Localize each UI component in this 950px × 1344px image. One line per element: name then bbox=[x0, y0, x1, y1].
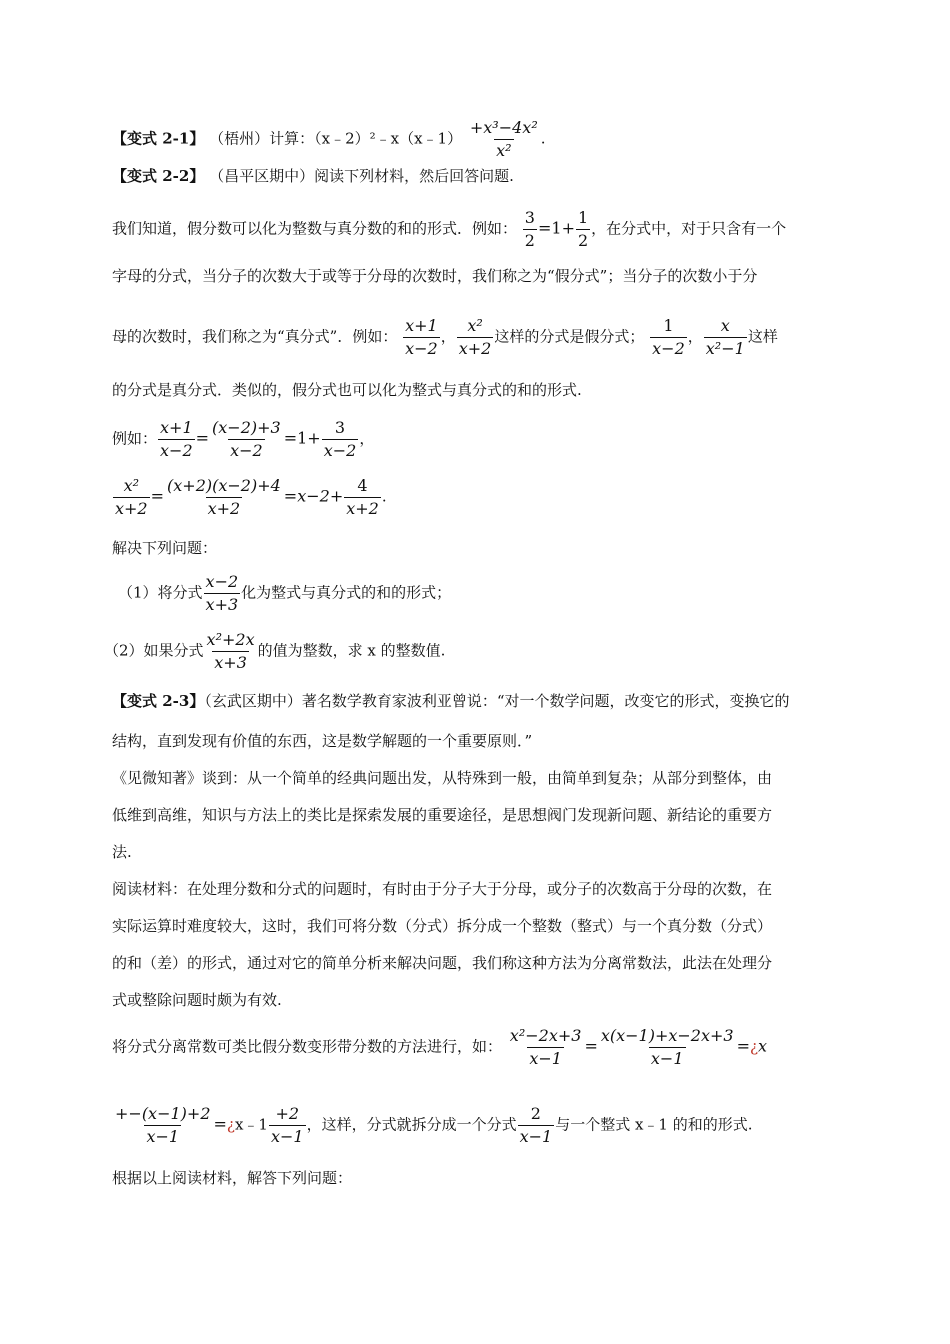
example-line-2: $\frac{\text{x²}}{x+2}$ = $\frac{(x+2)(x-2)+4}{x+2}$ =x−2+ $\frac{4}{x+2}$ . bbox=[115, 476, 387, 518]
variant-2-1: 【变式 2-1】 （梧州）计算：（x﹣2）²﹣x（x﹣1） $\frac{\text{+x³−4x²}}{\text{x²}}$ . bbox=[112, 118, 546, 160]
paragraph-line: 我们知道，假分数可以化为整数与真分数的和的形式．例如： $\frac{3}{2}$ =1+ $\frac{1}{2}$ ，在分式中，对于只含有一个 bbox=[112, 208, 787, 250]
paragraph-line: 实际运算时难度较大，这时，我们可将分数（分式）拆分成一个整数（整式）与一个真分数（分式） bbox=[112, 917, 773, 935]
fraction: $\frac{\text{x²−2x+3}}{x-1}$ bbox=[509, 1026, 582, 1068]
paragraph-line: 式或整除问题时颇为有效. bbox=[112, 991, 282, 1009]
fraction: $\frac{3}{2}$ bbox=[524, 208, 535, 250]
problem-text: （梧州）计算：（x﹣2）²﹣x（x﹣1） bbox=[209, 129, 463, 148]
fraction: $\frac{+2}{x-1}$ bbox=[270, 1104, 304, 1146]
example-line-1: 例如： $\frac{x+1}{x-2}$ = $\frac{(x-2)+3}{x-2}$ =1+ $\frac{3}{x-2}$ ， bbox=[112, 418, 375, 460]
problem-text: （昌平区期中）阅读下列材料，然后回答问题. bbox=[209, 167, 514, 185]
paragraph-line: 的和（差）的形式，通过对它的简单分析来解决问题，我们称这种方法为分离常数法，此法在处理分 bbox=[112, 954, 773, 972]
problem-text: （玄武区期中）著名数学教育家波利亚曾说：“对一个数学问题，改变它的形式，变换它的 bbox=[204, 692, 790, 710]
fraction: $\frac{\text{+x³−4x²}}{\text{x²}}$ bbox=[469, 118, 538, 160]
paragraph-line: 低维到高维，知识与方法上的类比是探索发展的重要途径，是思想阀门发现新问题、新结论的重要方 bbox=[112, 806, 773, 824]
paragraph-line: 《见微知著》谈到：从一个简单的经典问题出发，从特殊到一般，由简单到复杂；从部分到整体，由 bbox=[112, 769, 773, 787]
fraction: $\frac{(x-2)+3}{x-2}$ bbox=[212, 418, 281, 460]
paragraph-line: 的分式是真分式．类似的，假分式也可以化为整式与真分式的和的形式. bbox=[112, 381, 582, 399]
fraction: $\frac{x+1}{x-2}$ bbox=[160, 418, 193, 460]
fraction: $\frac{2}{x-1}$ bbox=[519, 1104, 553, 1146]
fraction: $\frac{(x+2)(x-2)+4}{x+2}$ bbox=[167, 476, 281, 518]
paragraph-line: 根据以上阅读材料，解答下列问题： bbox=[112, 1169, 353, 1187]
fraction: $\frac{\text{x²+2x}}{x+3}$ bbox=[206, 630, 255, 672]
fraction: $\frac{x+1}{x-2}$ bbox=[405, 316, 438, 358]
variant-2-3 bbox=[112, 691, 790, 711]
paragraph-line: 母的次数时，我们称之为“真分式”．例如： $\frac{x+1}{x-2}$ ， $\frac{\text{x²}}{x+2}$ 这样的分式是假分式； $\frac{1}{x-2}$ ， $\frac{x}{\text{x²−1}}$ 这样 bbox=[112, 316, 778, 358]
paragraph-line: 阅读材料：在处理分数和分式的问题时，有时由于分子大于分母，或分子的次数高于分母的次数，在 bbox=[112, 880, 773, 898]
fraction: $\frac{4}{x+2}$ bbox=[346, 476, 379, 518]
fraction: $\frac{3}{x-2}$ bbox=[323, 418, 357, 460]
fraction: $\frac{x(x-1)+x-2x+3}{x-1}$ bbox=[600, 1026, 734, 1068]
paragraph-line: 将分式分离常数可类比假分数变形带分数的方法进行，如： $\frac{\text{x²−2x+3}}{x-1}$ = $\frac{x(x-1)+x-2x+3}{x-1}$ =¿x bbox=[112, 1026, 768, 1068]
variant-label: 【变式 2-3】 bbox=[112, 692, 205, 710]
variant-label: 【变式 2-2】 bbox=[112, 167, 205, 185]
paragraph-line: 法. bbox=[112, 843, 132, 861]
fraction: $\frac{1}{2}$ bbox=[577, 208, 589, 250]
fraction: $\frac{1}{x-2}$ bbox=[652, 316, 685, 358]
fraction: $\frac{\text{x²}}{x+2}$ bbox=[458, 316, 492, 358]
question-2: （2）如果分式 $\frac{\text{x²+2x}}{x+3}$ 的值为整数，求 x 的整数值. bbox=[104, 630, 446, 672]
paragraph-line: $\frac{+-(x-1)+2}{x-1}$ =¿x﹣1 $\frac{+2}{x-1}$ ，这样，分式就拆分成一个分式 $\frac{2}{x-1}$ 与一个整式 x﹣1 的和的形式. bbox=[115, 1104, 753, 1146]
fraction: $\frac{\text{x²}}{x+2}$ bbox=[115, 476, 148, 518]
variant-2-2-header bbox=[112, 166, 514, 186]
variant-label: 【变式 2-1】 bbox=[112, 129, 205, 148]
paragraph-line: 结构，直到发现有价值的东西，这是数学解题的一个重要原则．” bbox=[112, 732, 533, 750]
paragraph-line: 字母的分式，当分子的次数大于或等于分母的次数时，我们称之为“假分式”；当分子的次数小于分 bbox=[112, 267, 758, 285]
fraction: $\frac{+-(x-1)+2}{x-1}$ bbox=[115, 1104, 211, 1146]
fraction: $\frac{x}{\text{x²−1}}$ bbox=[705, 316, 745, 358]
fraction: $\frac{x-2}{x+3}$ bbox=[205, 572, 239, 614]
solve-heading: 解决下列问题： bbox=[112, 539, 218, 557]
question-1: （1）将分式 $\frac{x-2}{x+3}$ 化为整式与真分式的和的形式； bbox=[118, 572, 452, 614]
